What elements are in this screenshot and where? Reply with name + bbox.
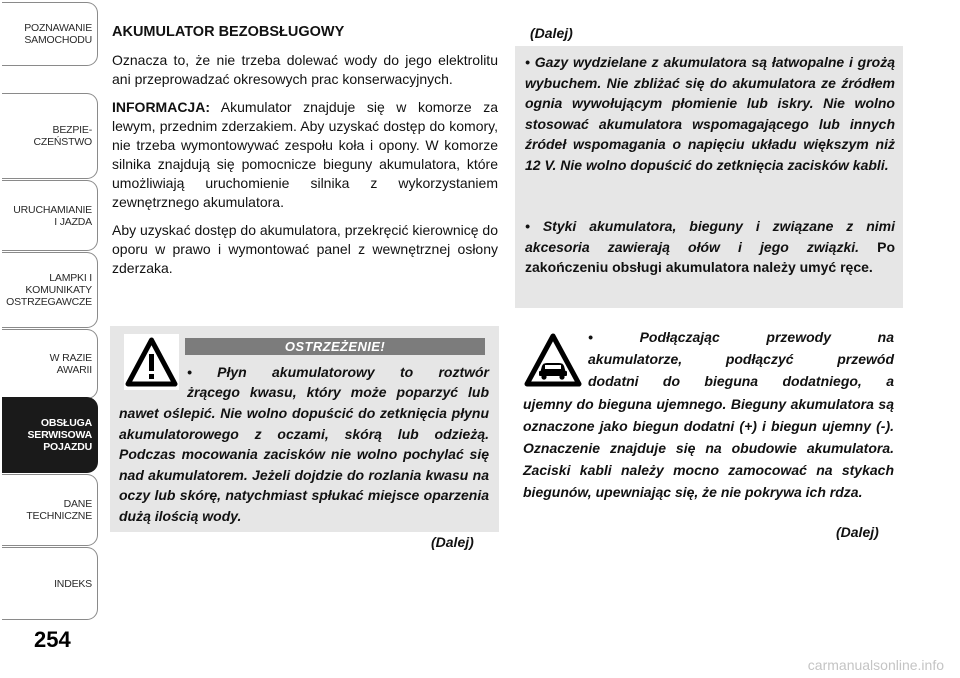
warning-line-1: • Płyn akumulatorowy to roztwór [187, 364, 489, 380]
warning-bullet-lead [525, 216, 895, 278]
tab-poznawanie-samochodu[interactable] [2, 2, 98, 66]
tab-label: SAMOCHODU [24, 34, 92, 46]
caution-line-3: dodatni do bieguna dodatniego, a [588, 373, 894, 389]
tab-w-razie-awarii[interactable] [2, 329, 98, 399]
paragraph-info [112, 98, 498, 212]
tab-label: DANE [63, 498, 92, 510]
tab-label: URUCHAMIANIE [13, 203, 92, 216]
warning-title: OSTRZEŻENIE! [185, 338, 485, 355]
warning-line-2: żrącego kwasu, który może poparzyć lub [187, 384, 489, 400]
caution-line-2: akumulatorze, podłączyć przewód [588, 351, 894, 367]
warning-icon [124, 334, 179, 390]
tab-indeks[interactable] [2, 547, 98, 620]
caution-car-icon [523, 331, 583, 391]
tab-label: TECHNICZNE [26, 510, 92, 522]
tab-uruchamianie-i-jazda[interactable] [2, 180, 98, 251]
tab-label: INDEKS [54, 577, 92, 590]
tab-label: KOMUNIKATY [25, 284, 92, 296]
left-column [112, 23, 498, 287]
continued-label-top: (Dalej) [530, 25, 573, 41]
tab-obsluga-serwisowa-active[interactable] [2, 397, 98, 473]
section-heading: AKUMULATOR BEZOBSŁUGOWY [112, 24, 345, 40]
page-number: 254 [34, 627, 71, 652]
caution-text: ujemny do bieguna ujemnego. Bieguny akumulatora są oznaczone jako biegun dodatni (+) i biegun ujemny (-). Oznaczenie znajduje się na obudowie akumulatora. Zaciski kabli należy mocno zamocować na stykach biegunów, upewniając się, że nie pokrywa ich rdza. [523, 396, 894, 500]
tab-label: W RAZIE [49, 352, 92, 364]
info-label: INFORMACJA: [112, 99, 210, 115]
tab-label: SERWISOWA [27, 429, 92, 441]
tab-label: LAMPKI I [49, 272, 92, 284]
watermark: carmanualsonline.info [807, 657, 944, 673]
tab-label: OBSŁUGA [40, 417, 92, 429]
tab-label: AWARII [56, 364, 92, 376]
continued-label: (Dalej) [431, 534, 474, 550]
caution-line-1: • Podłączając przewody na [588, 329, 894, 345]
paragraph-maintenance-free: Oznacza to, że nie trzeba dolewać wody do jego elektrolitu ani przeprowadzać okresowych prac konserwacyjnych. [112, 52, 498, 87]
tab-label: CZEŃSTWO [33, 136, 92, 148]
tab-label: POZNAWANIE [24, 22, 92, 34]
info-text: Akumulator znajduje się w komorze za lewym, przednim zderzakiem. Aby uzyskać dostęp do komory, nie trzeba wymontowywać zespołu koła i opony. W komorze silnika znajdują się pomocnicze bieguny akumulatora, które umożliwiają uruchomienie silnika z wykorzystaniem zewnętrznego akumulatora. [112, 99, 498, 210]
tab-label: BEZPIE- [52, 124, 92, 136]
tab-label: I JAZDA [54, 215, 92, 228]
tab-label: OSTRZEGAWCZE [6, 296, 92, 308]
tab-bezpieczenstwo[interactable] [2, 93, 98, 179]
warning-bullet-flammable: • Gazy wydzielane z akumulatora są łatwopalne i grożą wybuchem. Nie zbliżać się do akumulatora ze źródłem ognia wywołującym płomienie lub iskry. Nie wolno stosować akumulatora wspomagającego lub innych źródeł wspomagania o napięciu układu większym niż 12 V. Nie wolno dopuścić do zetknięcia zacisków kabli. [525, 54, 895, 173]
wash-hands-text: Po zakończeniu obsługi akumulatora należy umyć ręce. [525, 238, 895, 275]
lead-warning-text: • Styki akumulatora, bieguny i związane z nimi akcesoria zawierają ołów i jego związki. [525, 218, 895, 255]
tab-dane-techniczne[interactable] [2, 474, 98, 546]
paragraph-access: Aby uzyskać dostęp do akumulatora, przekręcić kierownicę do oporu w prawo i wymontować panel z wewnętrznej osłony zderzaka. [112, 222, 498, 276]
warning-text: nawet oślepić. Nie wolno dopuścić do zetknięcia płynu akumulatorowego z oczami, skórą lub odzieżą. Podczas mocowania zacisków nie wolno pochylać się nad akumulatorem. Jeżeli dojdzie do rozlania kwasu na oczy lub skórę, natychmiast spłukać miejsce oparzenia dużą ilością wody. [119, 405, 489, 524]
continued-label-bottom: (Dalej) [836, 524, 879, 540]
tab-lampki-komunikaty[interactable] [2, 252, 98, 328]
tab-label: POJAZDU [43, 441, 92, 453]
